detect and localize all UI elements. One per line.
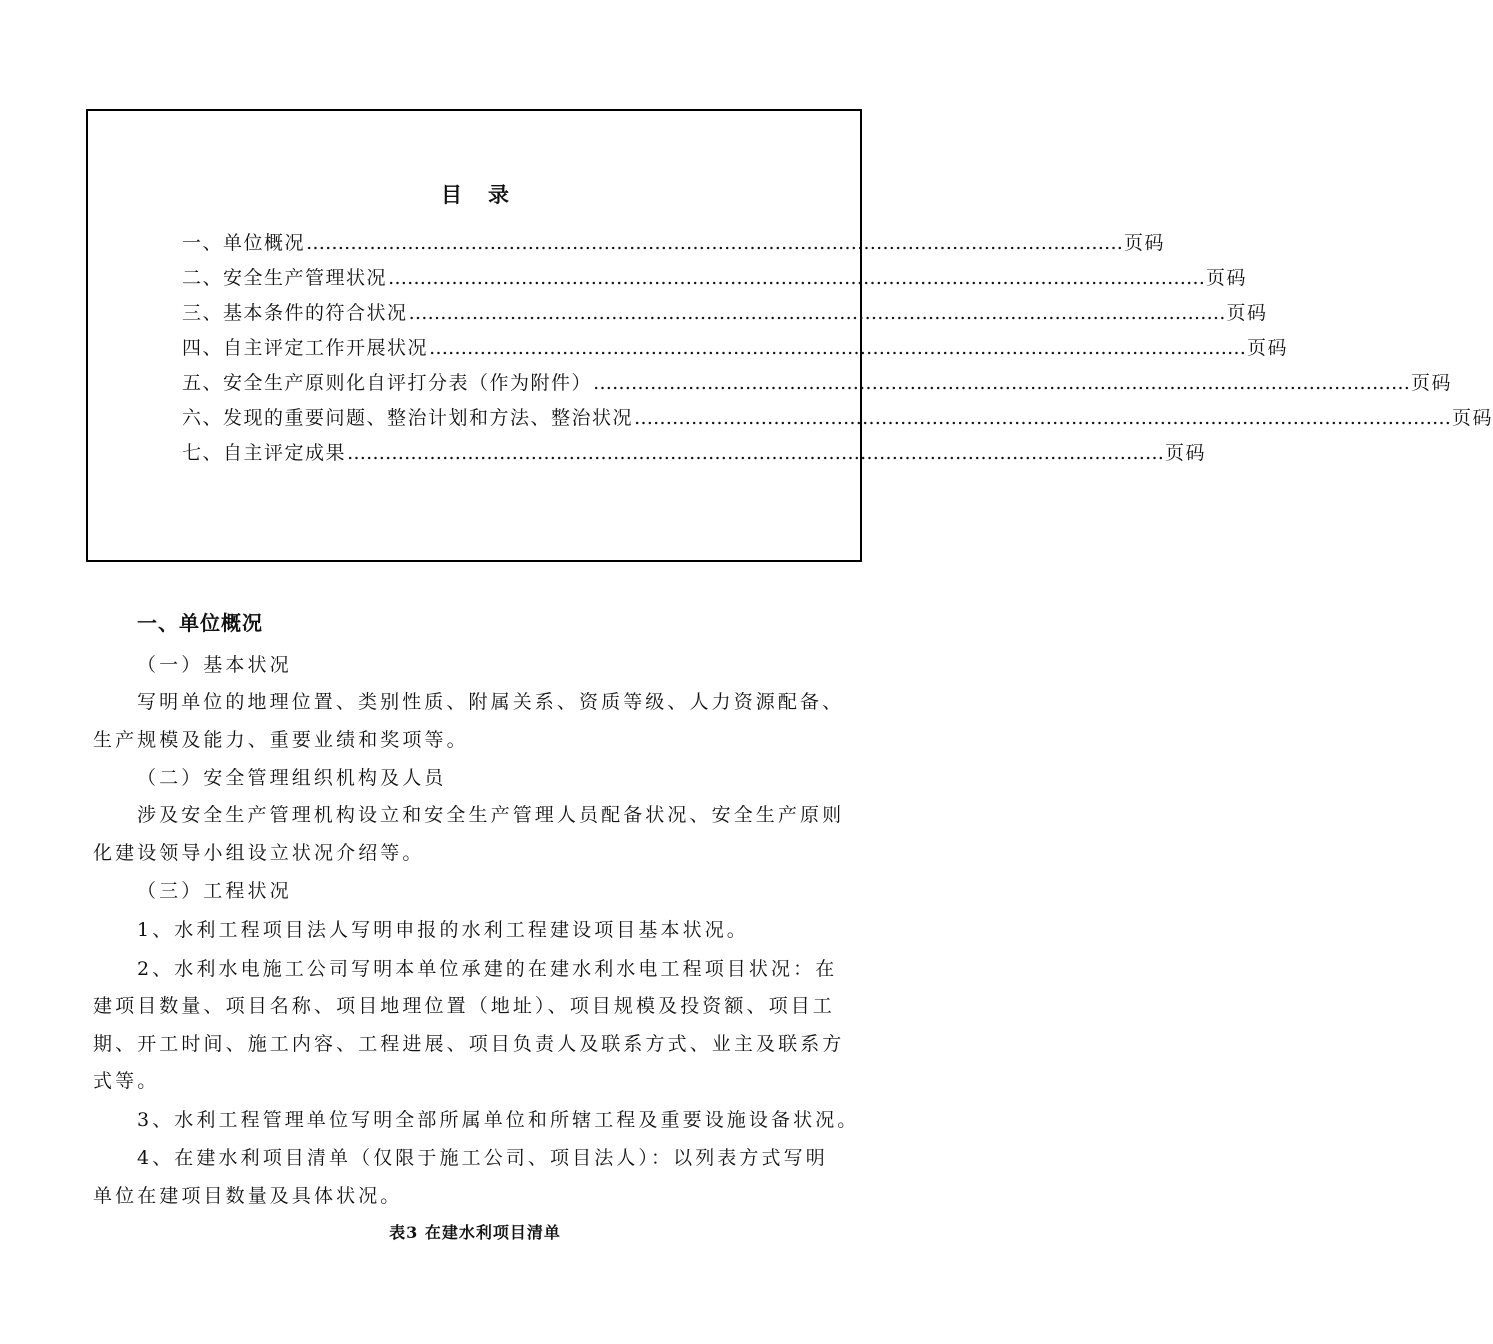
- paragraph-line: 期、开工时间、施工内容、工程进展、项目负责人及联系方式、业主及联系方: [93, 1033, 845, 1055]
- toc-leader-dots: …………………………………………………………………………………………………………………: [429, 337, 1247, 359]
- subsection-title: （二）安全管理组织机构及人员: [137, 767, 447, 789]
- paragraph-line: 式等。: [93, 1070, 160, 1092]
- toc-entry-label: 七、自主评定成果: [182, 442, 347, 464]
- toc-entry: [182, 403, 1493, 433]
- toc-entry: [182, 263, 1248, 293]
- toc-title: 目录: [441, 182, 535, 207]
- paragraph-line: 1、水利工程项目法人写明申报的水利工程建设项目基本状况。: [137, 919, 749, 941]
- toc-leader-dots: …………………………………………………………………………………………………………………: [634, 407, 1452, 429]
- toc-entry-page: 页码: [1124, 232, 1166, 254]
- toc-entry: [182, 228, 1166, 258]
- table-caption: 表3 在建水利项目清单: [389, 1223, 561, 1242]
- section-heading: 一、单位概况: [137, 611, 263, 635]
- toc-entry: [182, 368, 1453, 398]
- paragraph-line: 生产规模及能力、重要业绩和奖项等。: [93, 729, 469, 751]
- subsection-title: （一）基本状况: [137, 654, 292, 676]
- paragraph-line: 单位在建项目数量及具体状况。: [93, 1185, 403, 1207]
- toc-entry-page: 页码: [1452, 407, 1493, 429]
- toc-leader-dots: …………………………………………………………………………………………………………………: [347, 442, 1165, 464]
- paragraph-line: 写明单位的地理位置、类别性质、附属关系、资质等级、人力资源配备、: [137, 691, 845, 713]
- paragraph-line: 建项目数量、项目名称、项目地理位置（地址）、项目规模及投资额、项目工: [93, 995, 835, 1017]
- toc-entry-page: 页码: [1411, 372, 1453, 394]
- toc-entry-page: 页码: [1226, 302, 1268, 324]
- toc-entry-label: 五、安全生产原则化自评打分表（作为附件）: [182, 372, 593, 394]
- toc-entry-page: 页码: [1165, 442, 1207, 464]
- toc-leader-dots: …………………………………………………………………………………………………………………: [306, 232, 1124, 254]
- paragraph-line: 涉及安全生产管理机构设立和安全生产管理人员配备状况、安全生产原则: [137, 804, 845, 826]
- toc-entry-label: 二、安全生产管理状况: [182, 267, 388, 289]
- toc-leader-dots: …………………………………………………………………………………………………………………: [408, 302, 1226, 324]
- paragraph-line: 3、水利工程管理单位写明全部所属单位和所辖工程及重要设施设备状况。: [137, 1109, 860, 1131]
- toc-leader-dots: …………………………………………………………………………………………………………………: [388, 267, 1206, 289]
- toc-leader-dots: …………………………………………………………………………………………………………………: [593, 372, 1411, 394]
- toc-entry-label: 六、发现的重要问题、整治计划和方法、整治状况: [182, 407, 634, 429]
- toc-entry-label: 四、自主评定工作开展状况: [182, 337, 429, 359]
- toc-entry: [182, 333, 1289, 363]
- toc-entry-page: 页码: [1247, 337, 1289, 359]
- toc-entry: [182, 298, 1268, 328]
- paragraph-line: 2、水利水电施工公司写明本单位承建的在建水利水电工程项目状况：在: [137, 958, 838, 980]
- toc-title-wrap: [0, 179, 950, 209]
- toc-entry-page: 页码: [1206, 267, 1248, 289]
- subsection-title: （三）工程状况: [137, 880, 292, 902]
- paragraph-line: 4、在建水利项目清单（仅限于施工公司、项目法人）：以列表方式写明: [137, 1147, 828, 1169]
- paragraph-line: 化建设领导小组设立状况介绍等。: [93, 842, 425, 864]
- toc-entry-label: 一、单位概况: [182, 232, 306, 254]
- toc-entry-label: 三、基本条件的符合状况: [182, 302, 408, 324]
- toc-entry: [182, 438, 1207, 468]
